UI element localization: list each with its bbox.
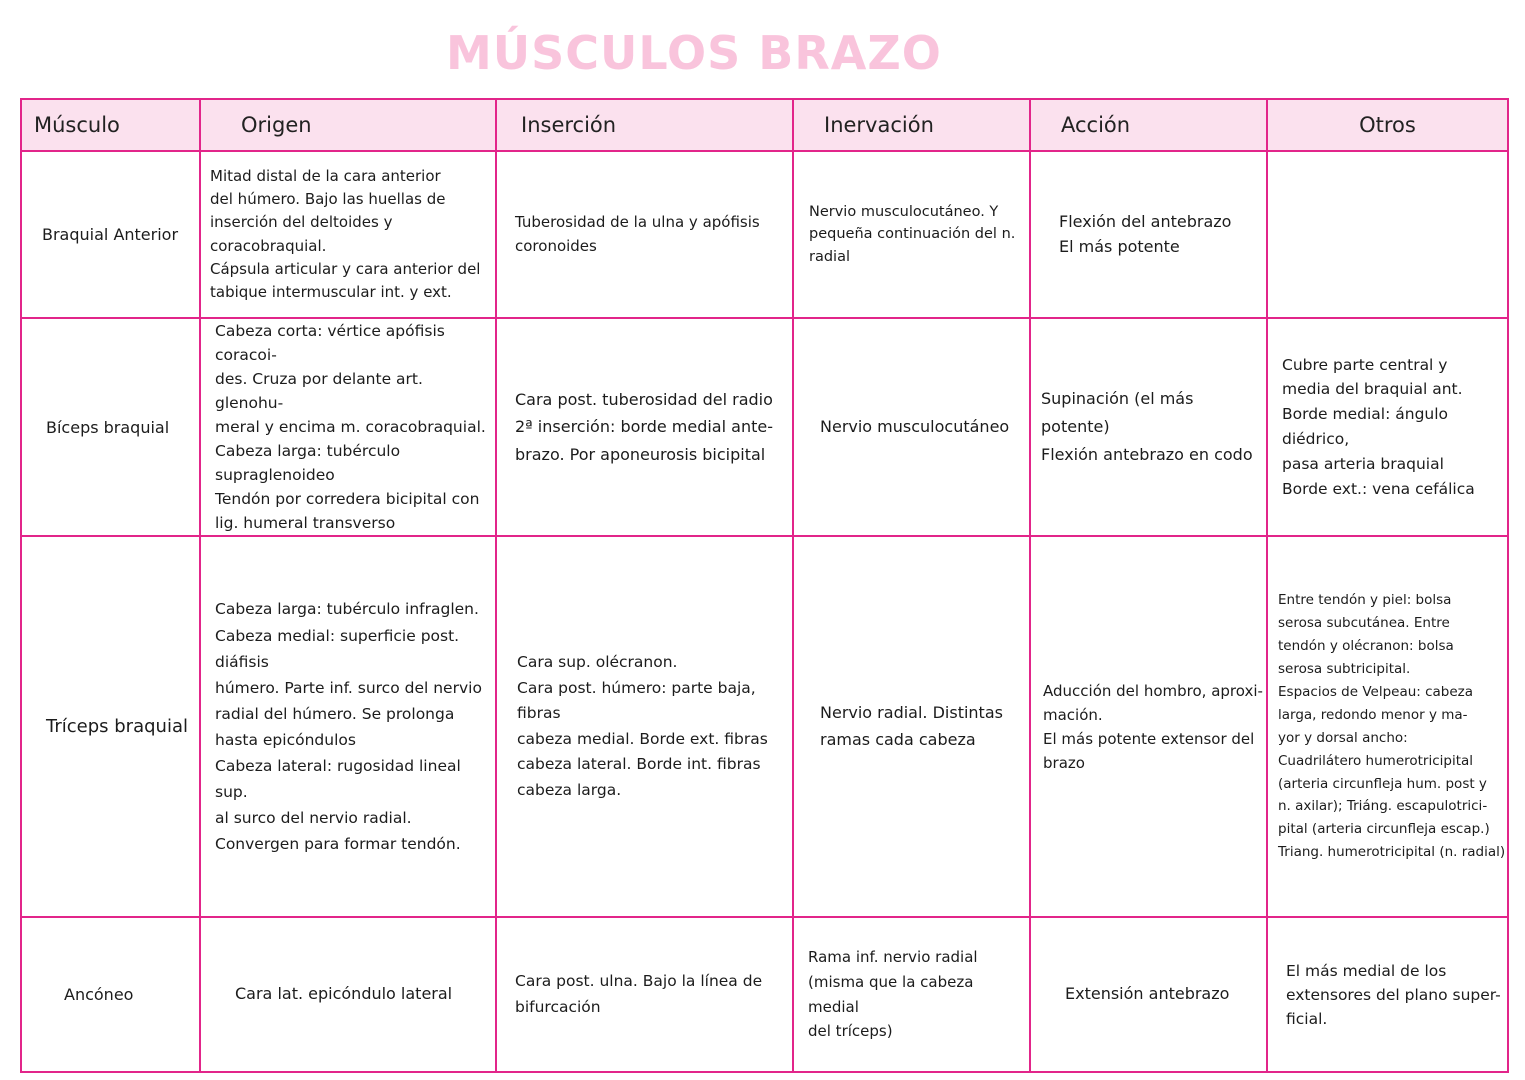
insercion-cell: Tuberosidad de la ulna y apófisis coronoides — [496, 151, 793, 318]
accion-cell: Extensión antebrazo — [1030, 917, 1267, 1072]
otros-cell: Cubre parte central y media del braquial ant. Borde medial: ángulo diédrico, pasa arteria braquial Borde ext.: vena cefálica — [1267, 318, 1508, 536]
header-otros: Otros — [1267, 99, 1508, 151]
insercion-cell: Cara sup. olécranon. Cara post. húmero: parte baja, fibras cabeza medial. Borde ext. fibras cabeza lateral. Borde int. fibras cabeza larga. — [496, 536, 793, 917]
table-row — [21, 536, 1508, 917]
header-musculo: Músculo — [21, 99, 200, 151]
table-row — [21, 917, 1508, 1072]
inervacion-cell: Nervio radial. Distintas ramas cada cabeza — [793, 536, 1030, 917]
header-inervacion: Inervación — [793, 99, 1030, 151]
muscle-cell: Ancóneo — [21, 917, 200, 1072]
table-row — [21, 318, 1508, 536]
header-origen: Origen — [200, 99, 496, 151]
otros-cell: Entre tendón y piel: bolsa serosa subcutánea. Entre tendón y olécranon: bolsa serosa subtricipital. Espacios de Velpeau: cabeza larga, redondo menor y ma- yor y dorsal ancho: Cuadrilátero humerotricipital (arteria circunfleja hum. post y n. axilar); Triáng. escapulotrici- pital (arteria circunfleja escap.) Triang. humerotricipital (n. radial) — [1267, 536, 1508, 917]
origen-cell: Mitad distal de la cara anterior del húmero. Bajo las huellas de inserción del deltoides y coracobraquial. Cápsula articular y cara anterior del tabique intermuscular int. y ext. — [200, 151, 496, 318]
header-accion: Acción — [1030, 99, 1267, 151]
accion-cell: Aducción del hombro, aproxi- mación. El más potente extensor del brazo — [1030, 536, 1267, 917]
origen-cell: Cara lat. epicóndulo lateral — [200, 917, 496, 1072]
accion-cell: Supinación (el más potente) Flexión antebrazo en codo — [1030, 318, 1267, 536]
muscles-table — [20, 98, 1509, 1073]
muscle-cell: Braquial Anterior — [21, 151, 200, 318]
inervacion-cell: Rama inf. nervio radial (misma que la cabeza medial del tríceps) — [793, 917, 1030, 1072]
insercion-cell: Cara post. ulna. Bajo la línea de bifurcación — [496, 917, 793, 1072]
header-insercion: Inserción — [496, 99, 793, 151]
inervacion-cell: Nervio musculocutáneo. Y pequeña continuación del n. radial — [793, 151, 1030, 318]
table-row — [21, 151, 1508, 318]
accion-cell: Flexión del antebrazo El más potente — [1030, 151, 1267, 318]
inervacion-cell: Nervio musculocutáneo — [793, 318, 1030, 536]
insercion-cell: Cara post. tuberosidad del radio 2ª inserción: borde medial ante- brazo. Por aponeurosis bicipital — [496, 318, 793, 536]
muscle-cell: Tríceps braquial — [21, 536, 200, 917]
header-row — [21, 99, 1508, 151]
otros-cell — [1267, 151, 1508, 318]
otros-cell: El más medial de los extensores del plano super- ficial. — [1267, 917, 1508, 1072]
muscle-cell: Bíceps braquial — [21, 318, 200, 536]
page-title: MÚSCULOS BRAZO — [446, 26, 942, 80]
origen-cell: Cabeza larga: tubérculo infraglen. Cabeza medial: superficie post. diáfisis húmero. Parte inf. surco del nervio radial del húmero. Se prolonga hasta epicóndulos Cabeza lateral: rugosidad lineal sup. al surco del nervio radial. Convergen para formar tendón. — [200, 536, 496, 917]
origen-cell: Cabeza corta: vértice apófisis coracoi- des. Cruza por delante art. glenohu- meral y encima m. coracobraquial. Cabeza larga: tubérculo supraglenoideo Tendón por corredera bicipital con lig. humeral transverso — [200, 318, 496, 536]
